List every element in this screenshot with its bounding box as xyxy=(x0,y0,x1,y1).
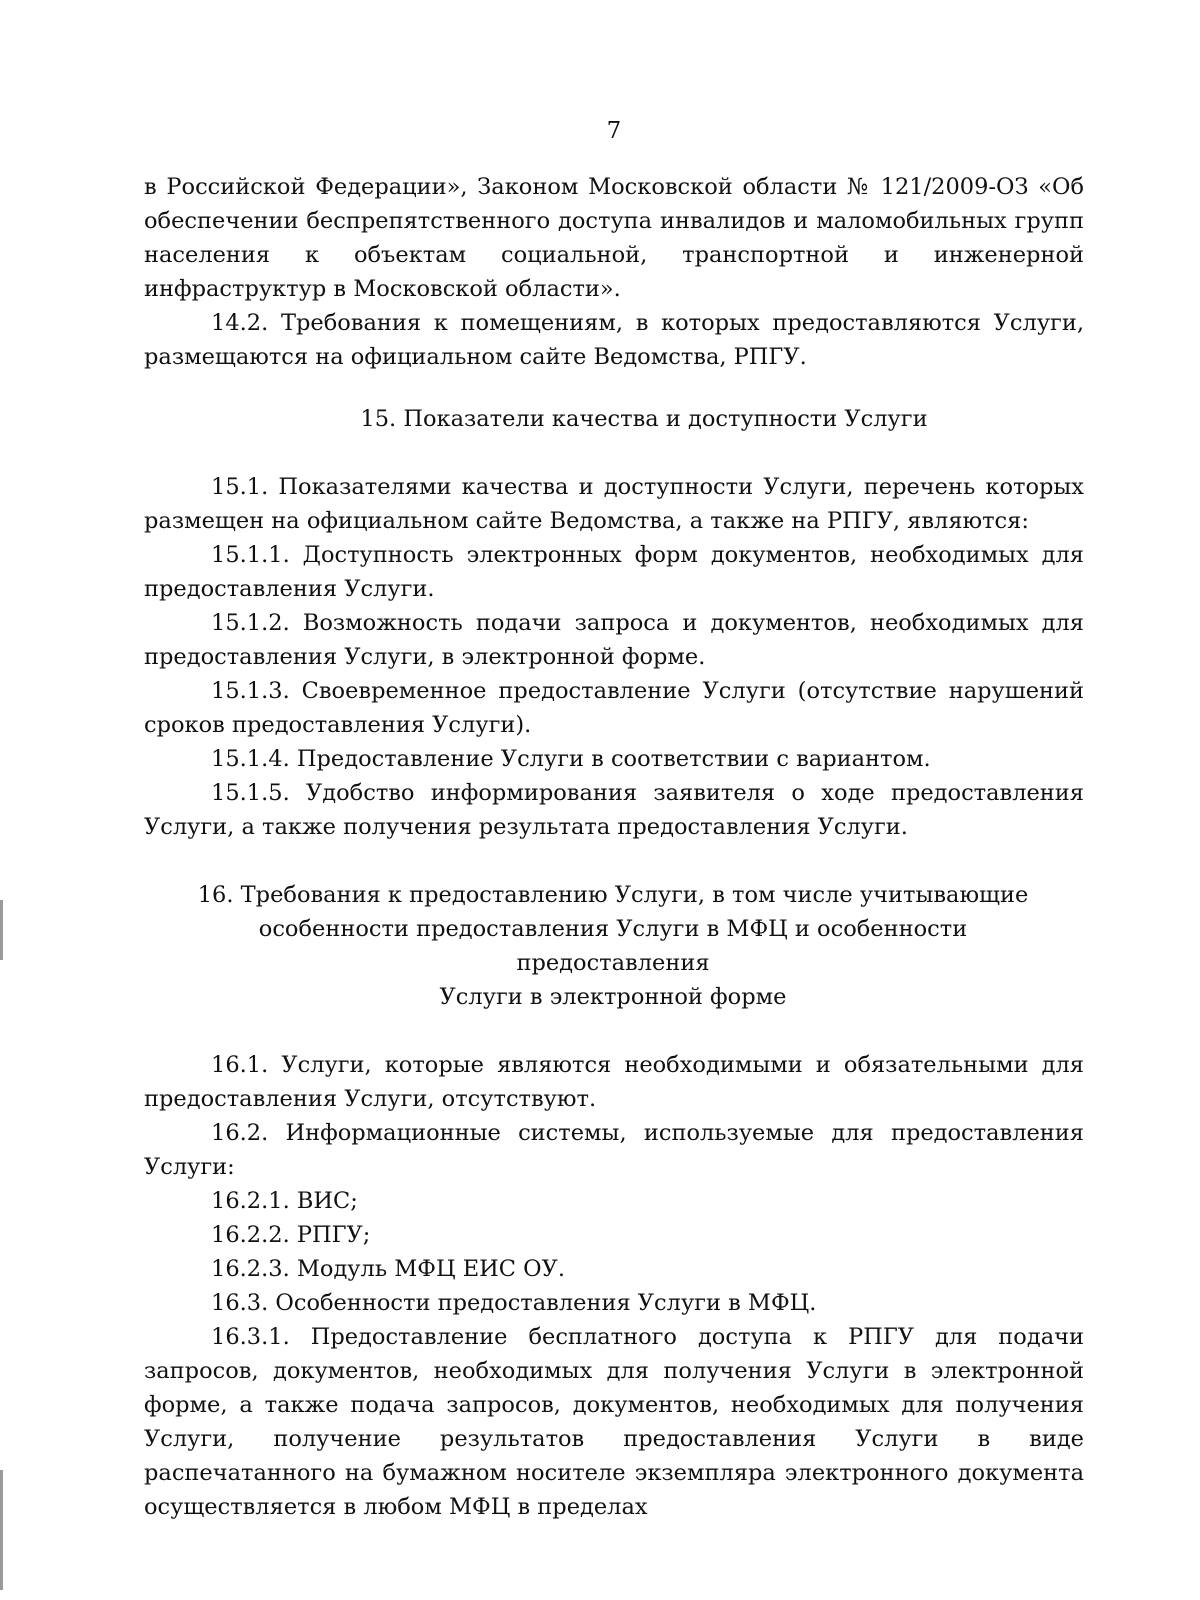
page-number: 7 xyxy=(606,118,622,144)
paragraph-15-1-1: 15.1.1. Доступность электронных форм документов, необходимых для предоставления Услуги. xyxy=(144,542,1084,602)
section-heading-16 xyxy=(144,878,1084,1014)
paragraph-16-3: 16.3. Особенности предоставления Услуги в МФЦ. xyxy=(211,1290,817,1316)
scan-edge-mark xyxy=(0,900,3,960)
paragraph-16-2: 16.2. Информационные системы, используемые для предоставления Услуги: xyxy=(144,1120,1084,1180)
paragraph-15-1-5: 15.1.5. Удобство информирования заявителя о ходе предоставления Услуги, а также получения результата предоставления Услуги. xyxy=(144,780,1084,840)
paragraph-15-1: 15.1. Показателями качества и доступности Услуги, перечень которых размещен на официальном сайте Ведомства, а также на РПГУ, являются: xyxy=(144,474,1084,534)
section-heading-16-line-3: Услуги в электронной форме xyxy=(439,984,787,1010)
section-heading-15: 15. Показатели качества и доступности Услуги xyxy=(360,406,928,432)
paragraph-15-1-4: 15.1.4. Предоставление Услуги в соответствии с вариантом. xyxy=(211,746,931,772)
document-body xyxy=(144,170,1084,1524)
section-heading-16-line-2: особенности предоставления Услуги в МФЦ и особенности предоставления xyxy=(258,916,968,976)
paragraph-16-2-1: 16.2.1. ВИС; xyxy=(211,1188,358,1214)
paragraph-15-1-3: 15.1.3. Своевременное предоставление Услуги (отсутствие нарушений сроков предоставления Услуги). xyxy=(144,678,1084,738)
paragraph-16-1: 16.1. Услуги, которые являются необходимыми и обязательными для предоставления Услуги, отсутствуют. xyxy=(144,1052,1084,1112)
paragraph-15-1-2: 15.1.2. Возможность подачи запроса и документов, необходимых для предоставления Услуги, в электронной форме. xyxy=(144,610,1084,670)
paragraph-16-3-1: 16.3.1. Предоставление бесплатного доступа к РПГУ для подачи запросов, документов, необходимых для получения Услуги в электронной форме, а также подача запросов, документов, необходимых для получения Услуги, получение результатов предоставления Услуги в виде распечатанного на бумажном носителе экземпляра электронного документа осуществляется в любом МФЦ в пределах xyxy=(144,1324,1084,1520)
section-heading-16-line-1: 16. Требования к предоставлению Услуги, в том числе учитывающие xyxy=(197,882,1029,908)
paragraph-16-2-2: 16.2.2. РПГУ; xyxy=(211,1222,371,1248)
scan-edge-mark xyxy=(0,1470,3,1590)
paragraph-16-2-3: 16.2.3. Модуль МФЦ ЕИС ОУ. xyxy=(211,1256,566,1282)
paragraph-14-2: 14.2. Требования к помещениям, в которых предоставляются Услуги, размещаются на официальном сайте Ведомства, РПГУ. xyxy=(144,310,1084,370)
paragraph-intro: в Российской Федерации», Законом Московской области № 121/2009-ОЗ «Об обеспечении беспрепятственного доступа инвалидов и маломобильных групп населения к объектам социальной, транспортной и инженерной инфраструктур в Московской области». xyxy=(144,174,1084,302)
